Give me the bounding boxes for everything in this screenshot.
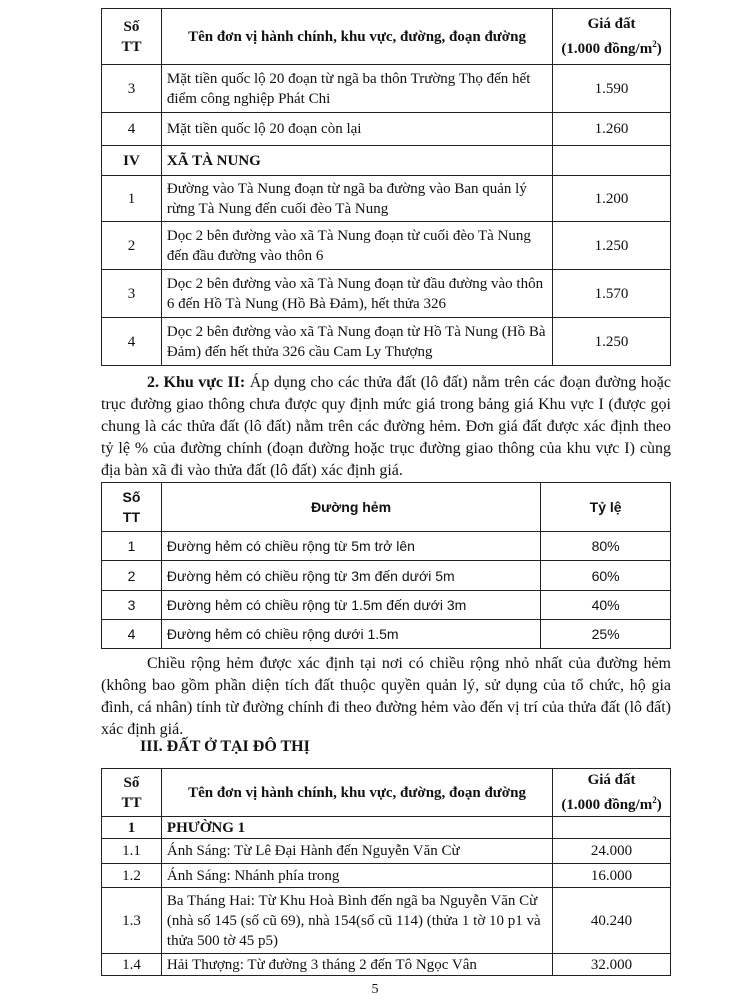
row-no: 3 <box>102 270 162 318</box>
row-no: 2 <box>102 561 162 591</box>
row-no: 2 <box>102 222 162 270</box>
column-header-name: Tên đơn vị hành chính, khu vực, đường, đoạn đường <box>161 9 552 65</box>
row-no: 3 <box>102 591 162 620</box>
row-no: IV <box>102 146 162 176</box>
section-row <box>102 817 671 839</box>
column-header-no: Số TT <box>102 769 162 817</box>
row-no: 1 <box>102 532 162 561</box>
table-row <box>102 591 671 620</box>
row-name: Dọc 2 bên đường vào xã Tà Nung đoạn từ cuối đèo Tà Nung đến đầu đường vào thôn 6 <box>161 222 552 270</box>
row-name: Đường hẻm có chiều rộng dưới 1.5m <box>161 620 540 649</box>
table-row <box>102 864 671 888</box>
row-price: 1.590 <box>553 65 671 113</box>
land-price-table-urban <box>101 768 671 976</box>
row-no: 1.4 <box>102 954 162 976</box>
row-name: Ánh Sáng: Từ Lê Đại Hành đến Nguyễn Văn Cừ <box>161 839 552 864</box>
column-header-no: Số TT <box>102 9 162 65</box>
row-price: 1.260 <box>553 113 671 146</box>
row-name: PHƯỜNG 1 <box>161 817 552 839</box>
table-row <box>102 532 671 561</box>
row-no: 1 <box>102 817 162 839</box>
row-price: 1.250 <box>553 222 671 270</box>
column-header-name: Tên đơn vị hành chính, khu vực, đường, đoạn đường <box>161 769 552 817</box>
table-row <box>102 270 671 318</box>
table-row <box>102 113 671 146</box>
row-name: Đường hẻm có chiều rộng từ 3m đến dưới 5m <box>161 561 540 591</box>
row-name: Đường hẻm có chiều rộng từ 1.5m đến dưới 3m <box>161 591 540 620</box>
row-price: 16.000 <box>553 864 671 888</box>
row-name: Hải Thượng: Từ đường 3 tháng 2 đến Tô Ngọc Vân <box>161 954 552 976</box>
row-no: 3 <box>102 65 162 113</box>
row-price <box>553 817 671 839</box>
row-name: Mặt tiền quốc lộ 20 đoạn từ ngã ba thôn Trường Thọ đến hết điểm công nghiệp Phát Chi <box>161 65 552 113</box>
table-row <box>102 65 671 113</box>
section-row <box>102 146 671 176</box>
row-no: 4 <box>102 620 162 649</box>
table-row <box>102 954 671 976</box>
table-row <box>102 176 671 222</box>
row-name: XÃ TÀ NUNG <box>161 146 552 176</box>
area-two-text: Áp dụng cho các thửa đất (lô đất) nằm trên các đoạn đường hoặc trục đường giao thông chưa được quy định mức giá trong bảng giá Khu vực I (được gọi chung là các thửa đất (lô đất) nằm trên các đường hẻm. Đơn giá đất được xác định theo tỷ lệ % của đường chính (đoạn đường hoặc trục đường giao thông của khu vực I) cùng địa bàn xã đi vào thửa đất (lô đất) xác định giá. <box>101 374 671 479</box>
table-row <box>102 620 671 649</box>
table-row <box>102 318 671 366</box>
row-no: 1.2 <box>102 864 162 888</box>
column-header-price: Giá đất (1.000 đồng/$m^2$) <box>553 769 671 817</box>
alley-ratio-table <box>101 482 671 649</box>
table-header-row <box>102 769 671 817</box>
table-header-row <box>102 483 671 532</box>
table-row <box>102 888 671 954</box>
column-header-price: Giá đất (1.000 đồng/$m^2$) <box>553 9 671 65</box>
row-ratio: 80% <box>541 532 671 561</box>
row-ratio: 40% <box>541 591 671 620</box>
row-price: 40.240 <box>553 888 671 954</box>
row-no: 1.3 <box>102 888 162 954</box>
row-ratio: 25% <box>541 620 671 649</box>
row-price: 1.200 <box>553 176 671 222</box>
row-price: 1.250 <box>553 318 671 366</box>
column-header-alley: Đường hẻm <box>161 483 540 532</box>
row-price: 1.570 <box>553 270 671 318</box>
row-name: Mặt tiền quốc lộ 20 đoạn còn lại <box>161 113 552 146</box>
row-ratio: 60% <box>541 561 671 591</box>
row-no: 4 <box>102 113 162 146</box>
table-header-row <box>102 9 671 65</box>
section-heading-urban-land: III. ĐẤT Ở TẠI ĐÔ THỊ <box>140 738 310 755</box>
area-two-paragraph <box>101 372 671 482</box>
row-name: Ánh Sáng: Nhánh phía trong <box>161 864 552 888</box>
row-name: Đường hẻm có chiều rộng từ 5m trở lên <box>161 532 540 561</box>
column-header-no: Số TT <box>102 483 162 532</box>
row-price: 24.000 <box>553 839 671 864</box>
alley-width-paragraph: Chiều rộng hẻm được xác định tại nơi có chiều rộng nhỏ nhất của đường hẻm (không bao gồm phần diện tích đất thuộc quyền quản lý, sử dụng của tổ chức, hộ gia đình, cá nhân) tính từ đường chính đi theo đường hẻm vào đến vị trí của thửa đất (lô đất) xác định giá. <box>101 655 671 738</box>
row-name: Đường vào Tà Nung đoạn từ ngã ba đường vào Ban quản lý rừng Tà Nung đến cuối đèo Tà Nung <box>161 176 552 222</box>
page-number: 5 <box>371 982 379 997</box>
row-price <box>553 146 671 176</box>
row-name: Ba Tháng Hai: Từ Khu Hoà Bình đến ngã ba Nguyễn Văn Cừ (nhà số 145 (số cũ 69), nhà 154(số cũ 114) (thửa 1 tờ 10 p1 và thửa 500 tờ 45 p5) <box>161 888 552 954</box>
land-price-table-commune <box>101 8 671 366</box>
row-no: 1.1 <box>102 839 162 864</box>
table-row <box>102 839 671 864</box>
row-name: Dọc 2 bên đường vào xã Tà Nung đoạn từ đầu đường vào thôn 6 đến Hồ Tà Nung (Hồ Bà Đảm), hết thửa 326 <box>161 270 552 318</box>
row-no: 1 <box>102 176 162 222</box>
column-header-ratio: Tỷ lệ <box>541 483 671 532</box>
row-no: 4 <box>102 318 162 366</box>
row-name: Dọc 2 bên đường vào xã Tà Nung đoạn từ Hồ Tà Nung (Hồ Bà Đảm) đến hết thửa 326 cầu Cam Ly Thượng <box>161 318 552 366</box>
row-price: 32.000 <box>553 954 671 976</box>
table-row <box>102 222 671 270</box>
area-two-lead: 2. Khu vực II: <box>147 374 246 391</box>
table-row <box>102 561 671 591</box>
